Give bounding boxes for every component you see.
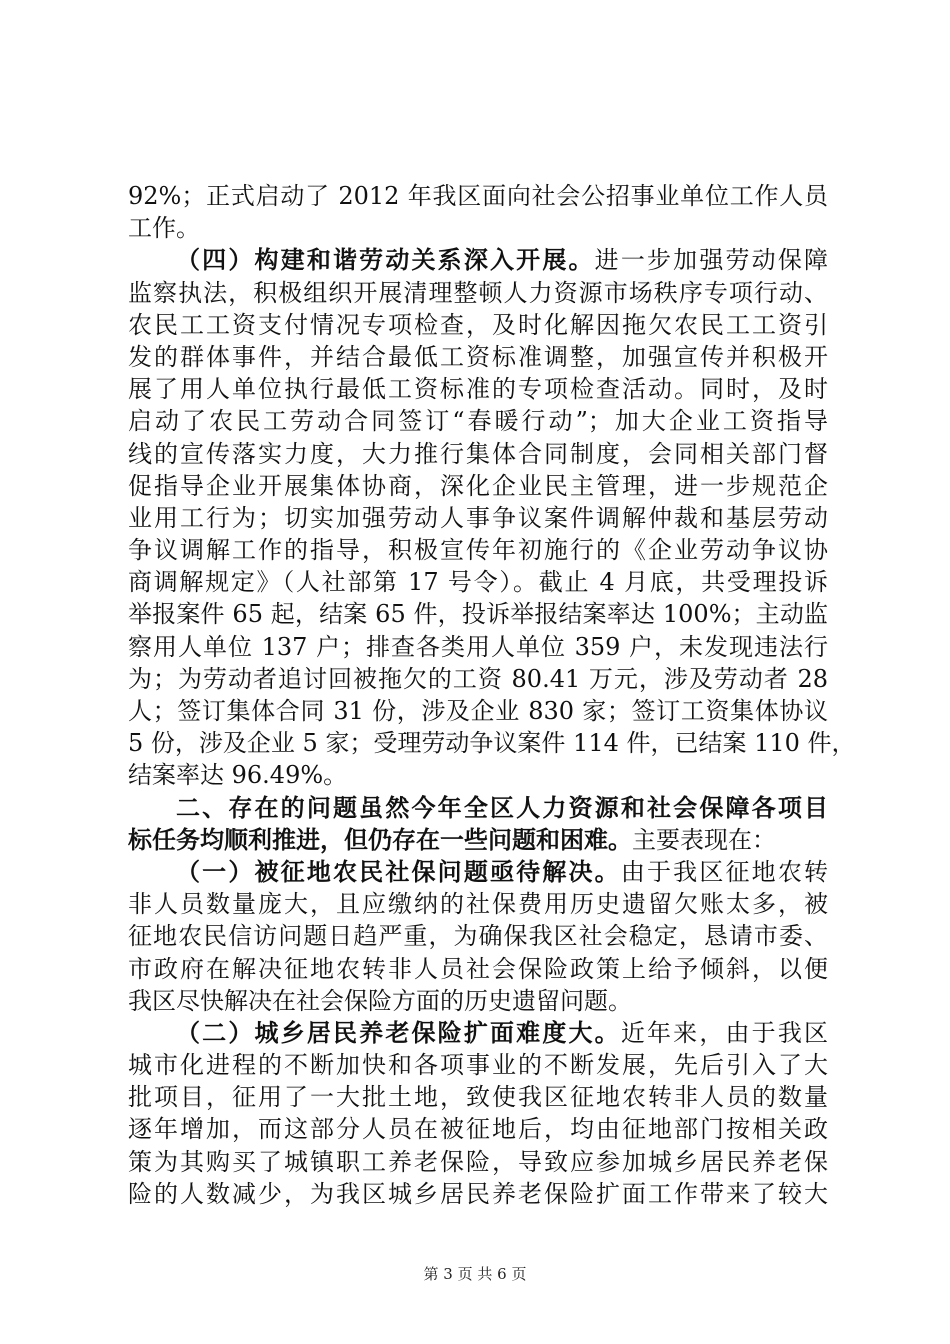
line-text: 非人员数量庞大，且应缴纳的社保费用历史遗留欠账太多，被 [128,890,828,919]
line-text: 92%；正式启动了 2012 年我区面向社会公招事业单位工作人员 [128,182,828,210]
text-line [128,534,828,566]
line-text: 线的宣传落实力度，大力推行集体合同制度，会同相关部门督 [128,439,828,468]
text-line [128,792,828,824]
line-text: 进一步加强劳动保障 [594,246,829,275]
line-text: 农民工工资支付情况专项检查，及时化解因拖欠农民工工资引 [128,310,828,339]
line-text: 策为其购买了城镇职工养老保险，导致应参加城乡居民养老保 [128,1147,828,1176]
line-text: 为；为劳动者追讨回被拖欠的工资 80.41 万元，涉及劳动者 28 [128,664,828,693]
text-line [128,470,828,502]
line-text: 5 份，涉及企业 5 家；受理劳动争议案件 114 件，已结案 110 件， [128,729,856,758]
text-line [128,1146,828,1178]
text-line [128,727,856,759]
text-line [128,502,828,534]
line-text: 商调解规定》（人社部第 17 号令）。截止 4 月底，共受理投诉 [128,568,828,597]
text-line [128,824,828,856]
bold-heading: （一）被征地农民社保问题亟待解决。 [176,856,621,886]
line-text: 批项目，征用了一大批土地，致使我区征地农转非人员的数量 [128,1083,828,1112]
line-text: 由于我区征地农转 [620,857,829,886]
text-line [128,1081,828,1113]
line-text: 工作。 [128,214,200,243]
text-line [128,598,828,630]
text-line [128,888,828,920]
line-text: 启动了农民工劳动合同签订“春暖行动”；加大企业工资指导 [128,407,828,436]
line-text: 监察执法，积极组织开展清理整顿人力资源市场秩序专项行动、 [128,278,828,307]
text-line [128,1113,828,1145]
text-line [128,920,828,952]
text-line [128,1178,828,1210]
bold-heading: （二）城乡居民养老保险扩面难度大。 [176,1017,621,1047]
line-text: 结案率达 96.49%。 [128,761,348,790]
text-line [128,438,828,470]
page-footer: 第 3 页 共 6 页 [423,1265,527,1283]
text-line [128,277,828,309]
line-text: 近年来，由于我区 [620,1018,829,1047]
line-text: 业用工行为；切实加强劳动人事争议案件调解仲裁和基层劳动 [128,503,828,532]
text-line [128,759,828,791]
text-line [128,373,828,405]
text-line [128,695,828,727]
bold-heading: 标任务均顺利推进，但仍存在一些问题和困难。 [128,824,632,854]
text-line [128,405,828,437]
text-line [128,212,828,244]
line-text: 征地农民信访问题日趋严重，为确保我区社会稳定，恳请市委、 [128,922,828,951]
line-text: 城市化进程的不断加快和各项事业的不断发展，先后引入了大 [128,1051,828,1080]
text-line [128,631,828,663]
line-text: 发的群体事件，并结合最低工资标准调整，加强宣传并积极开 [128,342,828,371]
line-text: 促指导企业开展集体协商，深化企业民主管理，进一步规范企 [128,471,828,500]
text-line [128,566,828,598]
line-text: 察用人单位 137 户；排查各类用人单位 359 户，未发现违法行 [128,632,828,661]
bold-heading: （四）构建和谐劳动关系深入开展。 [176,245,595,275]
line-text: 人；签订集体合同 31 份，涉及企业 830 家；签订工资集体协议 [128,697,828,725]
line-text: 争议调解工作的指导，积极宣传年初施行的《企业劳动争议协 [128,536,828,565]
line-text: 逐年增加，而这部分人员在被征地后，均由征地部门按相关政 [128,1115,828,1144]
text-line [128,953,828,985]
text-line [128,244,828,276]
text-line [128,180,828,212]
document-body [128,180,856,1210]
line-text: 主要表现在： [632,825,776,854]
text-line [128,341,828,373]
bold-heading: 二、存在的问题虽然今年全区人力资源和社会保障各项目 [176,792,828,822]
text-line [128,856,828,888]
line-text: 我区尽快解决在社会保险方面的历史遗留问题。 [128,986,632,1015]
text-line [128,1049,828,1081]
text-line [128,985,828,1017]
line-text: 展了用人单位执行最低工资标准的专项检查活动。同时，及时 [128,375,828,404]
line-text: 市政府在解决征地农转非人员社会保险政策上给予倾斜，以便 [128,954,828,983]
text-line [128,1017,828,1049]
text-line [128,309,828,341]
line-text: 险的人数减少，为我区城乡居民养老保险扩面工作带来了较大 [128,1179,828,1208]
line-text: 举报案件 65 起，结案 65 件，投诉举报结案率达 100%；主动监 [128,600,828,629]
text-line [128,663,828,695]
